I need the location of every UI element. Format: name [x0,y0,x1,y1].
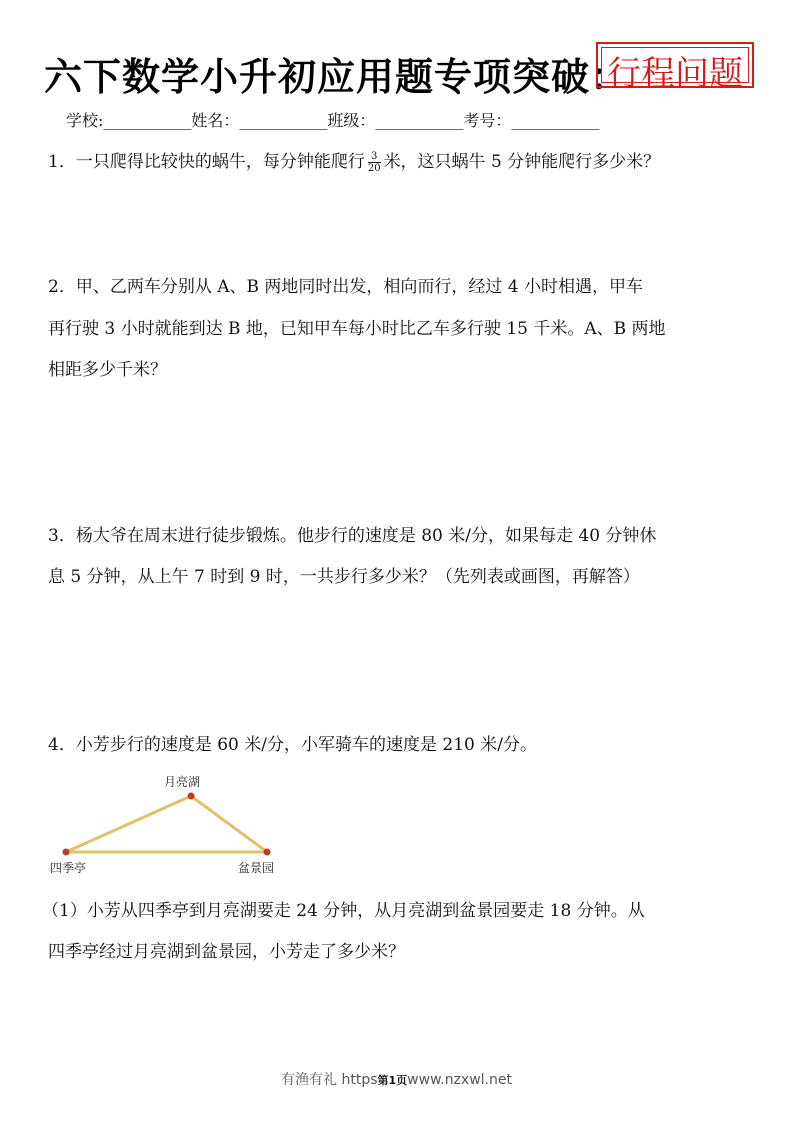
node-dot-right [264,849,271,856]
title-topic: 行程问题 [607,54,743,94]
q1-fraction [368,151,381,174]
question-2-line-3: 相距多少千米？ [48,360,167,380]
question-3-line-1: 3．杨大爷在周末进行徒步锻炼。他步行的速度是 80 米/分，如果每走 40 分钟休 [48,526,657,546]
title-topic-box [596,42,754,94]
question-2-line-1: 2．甲、乙两车分别从 A、B 两地同时出发，相向而行，经过 4 小时相遇，甲车 [48,277,644,297]
question-1 [48,142,660,183]
node-dot-left [63,849,70,856]
page-title: 六下数学小升初应用题专项突破： [44,55,630,99]
label-yueliang-lake: 月亮湖 [164,775,201,789]
question-4-sub1-line-2: 四季亭经过月亮湖到盆景园，小芳走了多少米？ [48,942,405,962]
label-siji-pavilion: 四季亭 [50,861,87,875]
route-triangle [66,796,267,852]
footer-site-right: www.nzxwl.net [407,1072,512,1088]
q1-text-after: 米，这只蜗牛 5 分钟能爬行多少米？ [383,152,661,172]
q1-fraction-numerator: 3 [368,151,381,163]
page-number: 第1页 [377,1074,408,1087]
question-2-line-2: 再行驶 3 小时就能到达 B 地，已知甲车每小时比乙车多行驶 15 千米。A、B 两地 [48,319,666,339]
route-diagram [40,768,300,880]
question-4-sub1-line-1: （1）小芳从四季亭到月亮湖要走 24 分钟，从月亮湖到盆景园要走 18 分钟。从 [42,901,645,921]
q1-text-before: 1．一只爬得比较快的蜗牛，每分钟能爬行 [48,152,365,172]
student-info-line: 学校:___________姓名：___________班级：___________考号：___________ [66,111,600,130]
node-dot-top [188,793,195,800]
label-penjing-garden: 盆景园 [238,861,275,875]
question-3-line-2: 息 5 分钟，从上午 7 时到 9 时，一共步行多少米？（先列表或画图，再解答） [48,567,640,587]
question-4-intro: 4．小芳步行的速度是 60 米/分，小军骑车的速度是 210 米/分。 [48,735,537,755]
footer-site-left: 有渔有礼 https [281,1072,378,1088]
q1-fraction-denominator: 20 [367,163,381,174]
page-footer [0,1069,793,1089]
